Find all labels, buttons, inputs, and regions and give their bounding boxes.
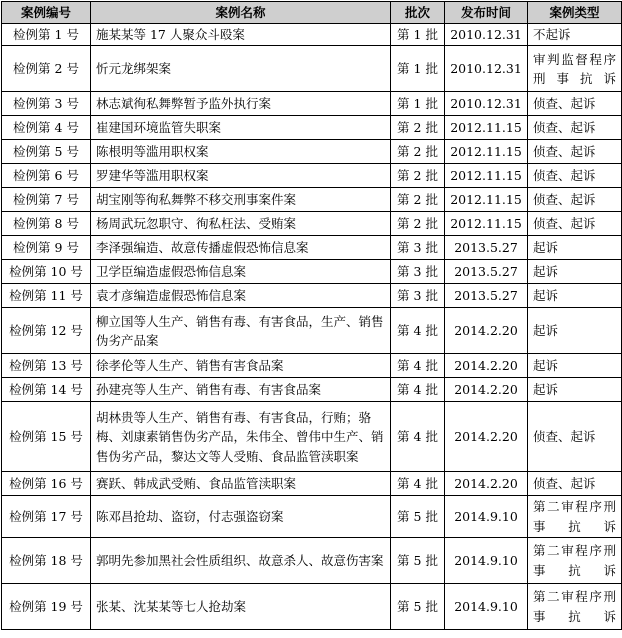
cell-publish-date: 2014.2.20 bbox=[445, 308, 528, 354]
cell-batch: 第 4 批 bbox=[391, 354, 445, 378]
table-row bbox=[2, 236, 622, 260]
cell-case-number: 检例第 18 号 bbox=[2, 538, 91, 584]
cell-batch: 第 1 批 bbox=[391, 24, 445, 46]
cell-case-type: 第二审程序刑事抗诉 bbox=[528, 584, 622, 630]
cell-case-type: 起诉 bbox=[528, 236, 622, 260]
cell-case-number: 检例第 17 号 bbox=[2, 496, 91, 538]
cell-publish-date: 2013.5.27 bbox=[445, 236, 528, 260]
header-publish-date: 发布时间 bbox=[445, 2, 528, 24]
cell-batch: 第 3 批 bbox=[391, 260, 445, 284]
cell-case-type: 起诉 bbox=[528, 260, 622, 284]
cell-case-type: 侦查、起诉 bbox=[528, 212, 622, 236]
header-row bbox=[2, 2, 622, 24]
cell-batch: 第 4 批 bbox=[391, 402, 445, 472]
cell-batch: 第 3 批 bbox=[391, 236, 445, 260]
cell-case-number: 检例第 3 号 bbox=[2, 92, 91, 116]
table-row bbox=[2, 164, 622, 188]
cell-case-name: 李泽强编造、故意传播虚假恐怖信息案 bbox=[91, 236, 391, 260]
cell-case-name: 赛跃、韩成武受贿、食品监管渎职案 bbox=[91, 472, 391, 496]
cell-case-name: 卫学臣编造虚假恐怖信息案 bbox=[91, 260, 391, 284]
cell-case-type: 第二审程序刑事抗诉 bbox=[528, 538, 622, 584]
cell-case-name: 杨周武玩忽职守、徇私枉法、受贿案 bbox=[91, 212, 391, 236]
cell-batch: 第 3 批 bbox=[391, 284, 445, 308]
table-body bbox=[2, 24, 622, 630]
cell-publish-date: 2013.5.27 bbox=[445, 260, 528, 284]
cell-case-type: 侦查、起诉 bbox=[528, 140, 622, 164]
cell-publish-date: 2014.2.20 bbox=[445, 354, 528, 378]
cell-case-number: 检例第 8 号 bbox=[2, 212, 91, 236]
cell-case-name: 陈邓昌抢劫、盗窃，付志强盗窃案 bbox=[91, 496, 391, 538]
cell-case-number: 检例第 19 号 bbox=[2, 584, 91, 630]
table-row bbox=[2, 116, 622, 140]
cell-batch: 第 2 批 bbox=[391, 140, 445, 164]
cell-publish-date: 2012.11.15 bbox=[445, 116, 528, 140]
table-row bbox=[2, 284, 622, 308]
cell-case-type: 侦查、起诉 bbox=[528, 188, 622, 212]
cell-case-type: 起诉 bbox=[528, 354, 622, 378]
table-row bbox=[2, 538, 622, 584]
cell-batch: 第 1 批 bbox=[391, 46, 445, 92]
cell-publish-date: 2014.2.20 bbox=[445, 472, 528, 496]
cell-publish-date: 2014.9.10 bbox=[445, 538, 528, 584]
cell-publish-date: 2014.2.20 bbox=[445, 378, 528, 402]
header-case-type: 案例类型 bbox=[528, 2, 622, 24]
cell-case-type: 侦查、起诉 bbox=[528, 402, 622, 472]
table-row bbox=[2, 140, 622, 164]
table-row bbox=[2, 584, 622, 630]
table-row bbox=[2, 188, 622, 212]
table-row bbox=[2, 402, 622, 472]
cell-case-type: 侦查、起诉 bbox=[528, 164, 622, 188]
cell-case-type: 不起诉 bbox=[528, 24, 622, 46]
cell-case-number: 检例第 1 号 bbox=[2, 24, 91, 46]
cell-case-name: 胡宝刚等徇私舞弊不移交刑事案件案 bbox=[91, 188, 391, 212]
cell-batch: 第 4 批 bbox=[391, 378, 445, 402]
table-row bbox=[2, 378, 622, 402]
cell-batch: 第 2 批 bbox=[391, 188, 445, 212]
cell-case-type: 侦查、起诉 bbox=[528, 92, 622, 116]
cases-table bbox=[1, 1, 622, 630]
cell-publish-date: 2014.9.10 bbox=[445, 584, 528, 630]
header-case-name: 案例名称 bbox=[91, 2, 391, 24]
cell-case-type: 起诉 bbox=[528, 378, 622, 402]
cell-case-name: 陈根明等滥用职权案 bbox=[91, 140, 391, 164]
cell-case-name: 罗建华等滥用职权案 bbox=[91, 164, 391, 188]
cell-case-name: 林志斌徇私舞弊暂予监外执行案 bbox=[91, 92, 391, 116]
cell-publish-date: 2014.2.20 bbox=[445, 402, 528, 472]
table-row bbox=[2, 260, 622, 284]
cell-publish-date: 2013.5.27 bbox=[445, 284, 528, 308]
cell-case-number: 检例第 15 号 bbox=[2, 402, 91, 472]
cell-case-name: 孙建亮等人生产、销售有毒、有害食品案 bbox=[91, 378, 391, 402]
cell-case-type: 第二审程序刑事抗诉 bbox=[528, 496, 622, 538]
cell-case-name: 徐孝伦等人生产、销售有害食品案 bbox=[91, 354, 391, 378]
cell-case-number: 检例第 6 号 bbox=[2, 164, 91, 188]
table-row bbox=[2, 496, 622, 538]
header-case-number: 案例编号 bbox=[2, 2, 91, 24]
cell-case-name: 郭明先参加黑社会性质组织、故意杀人、故意伤害案 bbox=[91, 538, 391, 584]
cell-batch: 第 5 批 bbox=[391, 496, 445, 538]
cell-publish-date: 2012.11.15 bbox=[445, 164, 528, 188]
cell-case-type: 审判监督程序刑事抗诉 bbox=[528, 46, 622, 92]
cell-case-number: 检例第 2 号 bbox=[2, 46, 91, 92]
cell-publish-date: 2012.11.15 bbox=[445, 140, 528, 164]
cell-case-number: 检例第 9 号 bbox=[2, 236, 91, 260]
cell-batch: 第 5 批 bbox=[391, 538, 445, 584]
cell-case-type: 起诉 bbox=[528, 308, 622, 354]
cell-case-number: 检例第 10 号 bbox=[2, 260, 91, 284]
cell-case-name: 施某某等 17 人聚众斗殴案 bbox=[91, 24, 391, 46]
cell-case-number: 检例第 7 号 bbox=[2, 188, 91, 212]
table-row bbox=[2, 92, 622, 116]
cell-publish-date: 2010.12.31 bbox=[445, 92, 528, 116]
table-row bbox=[2, 308, 622, 354]
cell-case-type: 侦查、起诉 bbox=[528, 116, 622, 140]
cell-case-name: 柳立国等人生产、销售有毒、有害食品，生产、销售伪劣产品案 bbox=[91, 308, 391, 354]
cell-publish-date: 2012.11.15 bbox=[445, 188, 528, 212]
cell-batch: 第 5 批 bbox=[391, 584, 445, 630]
cell-case-name: 崔建国环境监管失职案 bbox=[91, 116, 391, 140]
cell-publish-date: 2012.11.15 bbox=[445, 212, 528, 236]
header-batch: 批次 bbox=[391, 2, 445, 24]
cell-batch: 第 2 批 bbox=[391, 212, 445, 236]
cell-case-type: 起诉 bbox=[528, 284, 622, 308]
cell-case-number: 检例第 14 号 bbox=[2, 378, 91, 402]
table-row bbox=[2, 46, 622, 92]
cell-case-number: 检例第 13 号 bbox=[2, 354, 91, 378]
cell-batch: 第 2 批 bbox=[391, 164, 445, 188]
cell-publish-date: 2010.12.31 bbox=[445, 24, 528, 46]
table-row bbox=[2, 354, 622, 378]
table-header bbox=[2, 2, 622, 24]
cell-case-name: 张某、沈某某等七人抢劫案 bbox=[91, 584, 391, 630]
cell-batch: 第 4 批 bbox=[391, 472, 445, 496]
cell-batch: 第 1 批 bbox=[391, 92, 445, 116]
cell-case-type: 侦查、起诉 bbox=[528, 472, 622, 496]
cell-batch: 第 2 批 bbox=[391, 116, 445, 140]
cell-case-number: 检例第 5 号 bbox=[2, 140, 91, 164]
cell-batch: 第 4 批 bbox=[391, 308, 445, 354]
table-row bbox=[2, 24, 622, 46]
cell-case-name: 袁才彦编造虚假恐怖信息案 bbox=[91, 284, 391, 308]
cell-case-name: 胡林贵等人生产、销售有毒、有害食品，行贿；骆梅、刘康素销售伪劣产品，朱伟全、曾伟中生产、销售伪劣产品，黎达文等人受贿、食品监管渎职案 bbox=[91, 402, 391, 472]
cell-case-number: 检例第 4 号 bbox=[2, 116, 91, 140]
cell-publish-date: 2014.9.10 bbox=[445, 496, 528, 538]
cell-case-number: 检例第 11 号 bbox=[2, 284, 91, 308]
cell-publish-date: 2010.12.31 bbox=[445, 46, 528, 92]
cell-case-name: 忻元龙绑架案 bbox=[91, 46, 391, 92]
cell-case-number: 检例第 12 号 bbox=[2, 308, 91, 354]
cell-case-number: 检例第 16 号 bbox=[2, 472, 91, 496]
table-row bbox=[2, 472, 622, 496]
table-row bbox=[2, 212, 622, 236]
